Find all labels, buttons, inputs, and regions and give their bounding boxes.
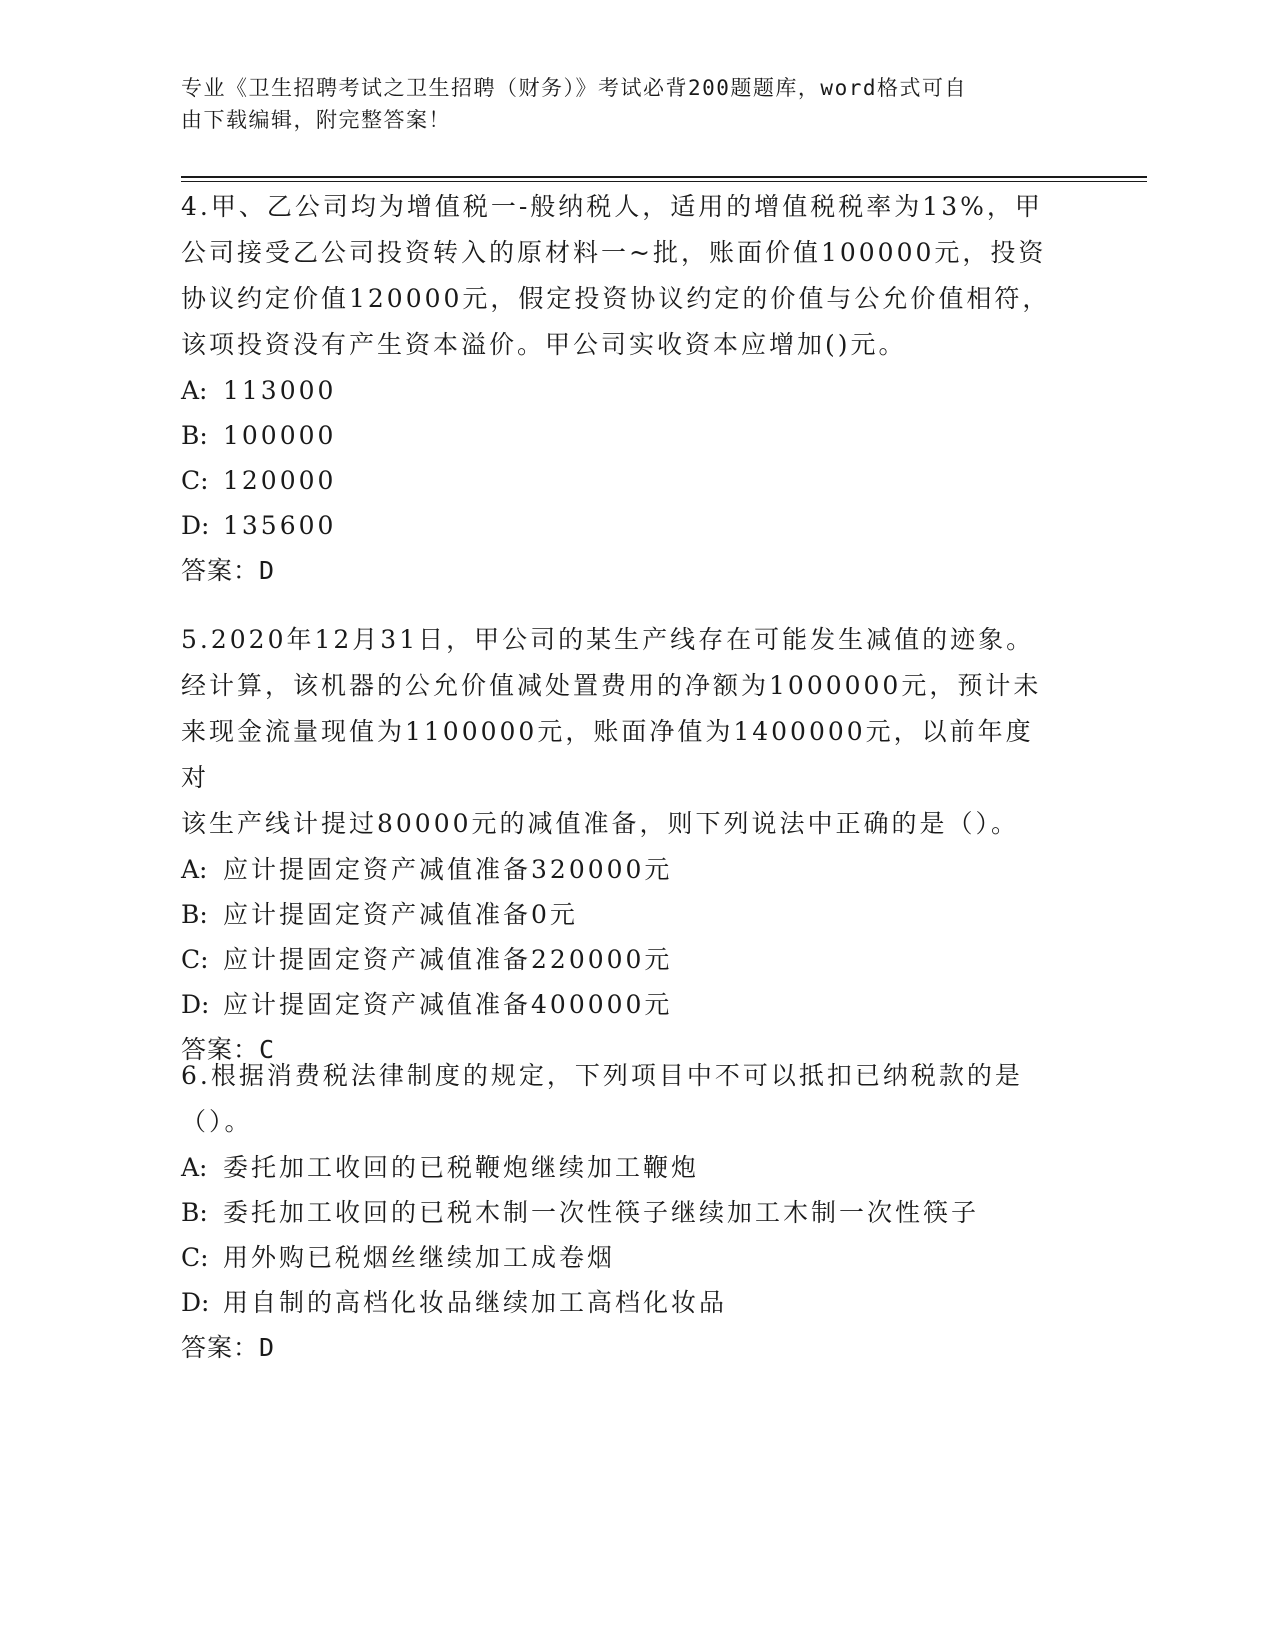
question-text-line: 该项投资没有产生资本溢价。甲公司实收资本应增加()元。 xyxy=(181,330,907,359)
question-4 xyxy=(181,184,1061,594)
option-b xyxy=(181,1190,1061,1235)
option-text: 120000 xyxy=(223,466,337,495)
header-line-1: 专业《卫生招聘考试之卫生招聘（财务）》考试必背200题题库，word格式可自 xyxy=(181,76,967,100)
question-text-line: 4.甲、乙公司均为增值税一-般纳税人，适用的增值税税率为13%，甲 xyxy=(181,192,1043,221)
option-a xyxy=(181,1145,1061,1190)
option-b xyxy=(181,892,1061,937)
option-text: 应计提固定资产减值准备0元 xyxy=(223,900,578,929)
header-line-2: 由下载编辑，附完整答案！ xyxy=(181,108,451,132)
option-text: 135600 xyxy=(223,511,337,540)
option-d xyxy=(181,982,1061,1027)
option-d xyxy=(181,1280,1061,1325)
option-text: 用自制的高档化妆品继续加工高档化妆品 xyxy=(223,1288,728,1317)
question-text-line: 公司接受乙公司投资转入的原材料一~批，账面价值100000元，投资 xyxy=(181,238,1047,267)
option-b xyxy=(181,413,1061,458)
option-key: D: xyxy=(181,990,210,1019)
option-text: 用外购已税烟丝继续加工成卷烟 xyxy=(223,1243,616,1272)
question-5 xyxy=(181,617,1061,1073)
option-key: C: xyxy=(181,945,209,974)
question-text-line: （）。 xyxy=(181,1107,253,1136)
document-header xyxy=(181,72,1041,136)
answer-line: 答案：D xyxy=(181,556,276,585)
option-a xyxy=(181,368,1061,413)
header-divider-thin xyxy=(181,181,1147,182)
option-text: 应计提固定资产减值准备220000元 xyxy=(223,945,673,974)
option-key: D: xyxy=(181,1288,210,1317)
question-text-line: 6.根据消费税法律制度的规定，下列项目中不可以抵扣已纳税款的是 xyxy=(181,1061,1023,1090)
question-text-line: 来现金流量现值为1100000元，账面净值为1400000元，以前年度对 xyxy=(181,717,1034,792)
option-key: B: xyxy=(181,900,208,929)
question-text-line: 该生产线计提过80000元的减值准备，则下列说法中正确的是（）。 xyxy=(181,809,1020,838)
option-key: C: xyxy=(181,466,209,495)
option-a xyxy=(181,847,1061,892)
option-key: B: xyxy=(181,1198,208,1227)
option-c xyxy=(181,1235,1061,1280)
question-text-line: 经计算，该机器的公允价值减处置费用的净额为1000000元，预计未 xyxy=(181,671,1042,700)
option-text: 100000 xyxy=(223,421,337,450)
option-text: 应计提固定资产减值准备400000元 xyxy=(223,990,673,1019)
question-6 xyxy=(181,1053,1061,1371)
option-key: A: xyxy=(181,855,208,884)
option-c xyxy=(181,937,1061,982)
option-text: 113000 xyxy=(223,376,337,405)
answer-line: 答案：C xyxy=(181,1035,276,1064)
answer-line: 答案：D xyxy=(181,1333,276,1362)
option-key: A: xyxy=(181,1153,208,1182)
option-text: 委托加工收回的已税鞭炮继续加工鞭炮 xyxy=(223,1153,700,1182)
header-divider-thick xyxy=(181,176,1147,178)
option-key: D: xyxy=(181,511,210,540)
option-d xyxy=(181,503,1061,548)
option-c xyxy=(181,458,1061,503)
option-key: A: xyxy=(181,376,208,405)
option-key: B: xyxy=(181,421,208,450)
question-text-line: 协议约定价值120000元，假定投资协议约定的价值与公允价值相符， xyxy=(181,284,1051,313)
question-text-line: 5.2020年12月31日，甲公司的某生产线存在可能发生减值的迹象。 xyxy=(181,625,1035,654)
option-key: C: xyxy=(181,1243,209,1272)
option-text: 应计提固定资产减值准备320000元 xyxy=(223,855,673,884)
option-text: 委托加工收回的已税木制一次性筷子继续加工木制一次性筷子 xyxy=(223,1198,980,1227)
